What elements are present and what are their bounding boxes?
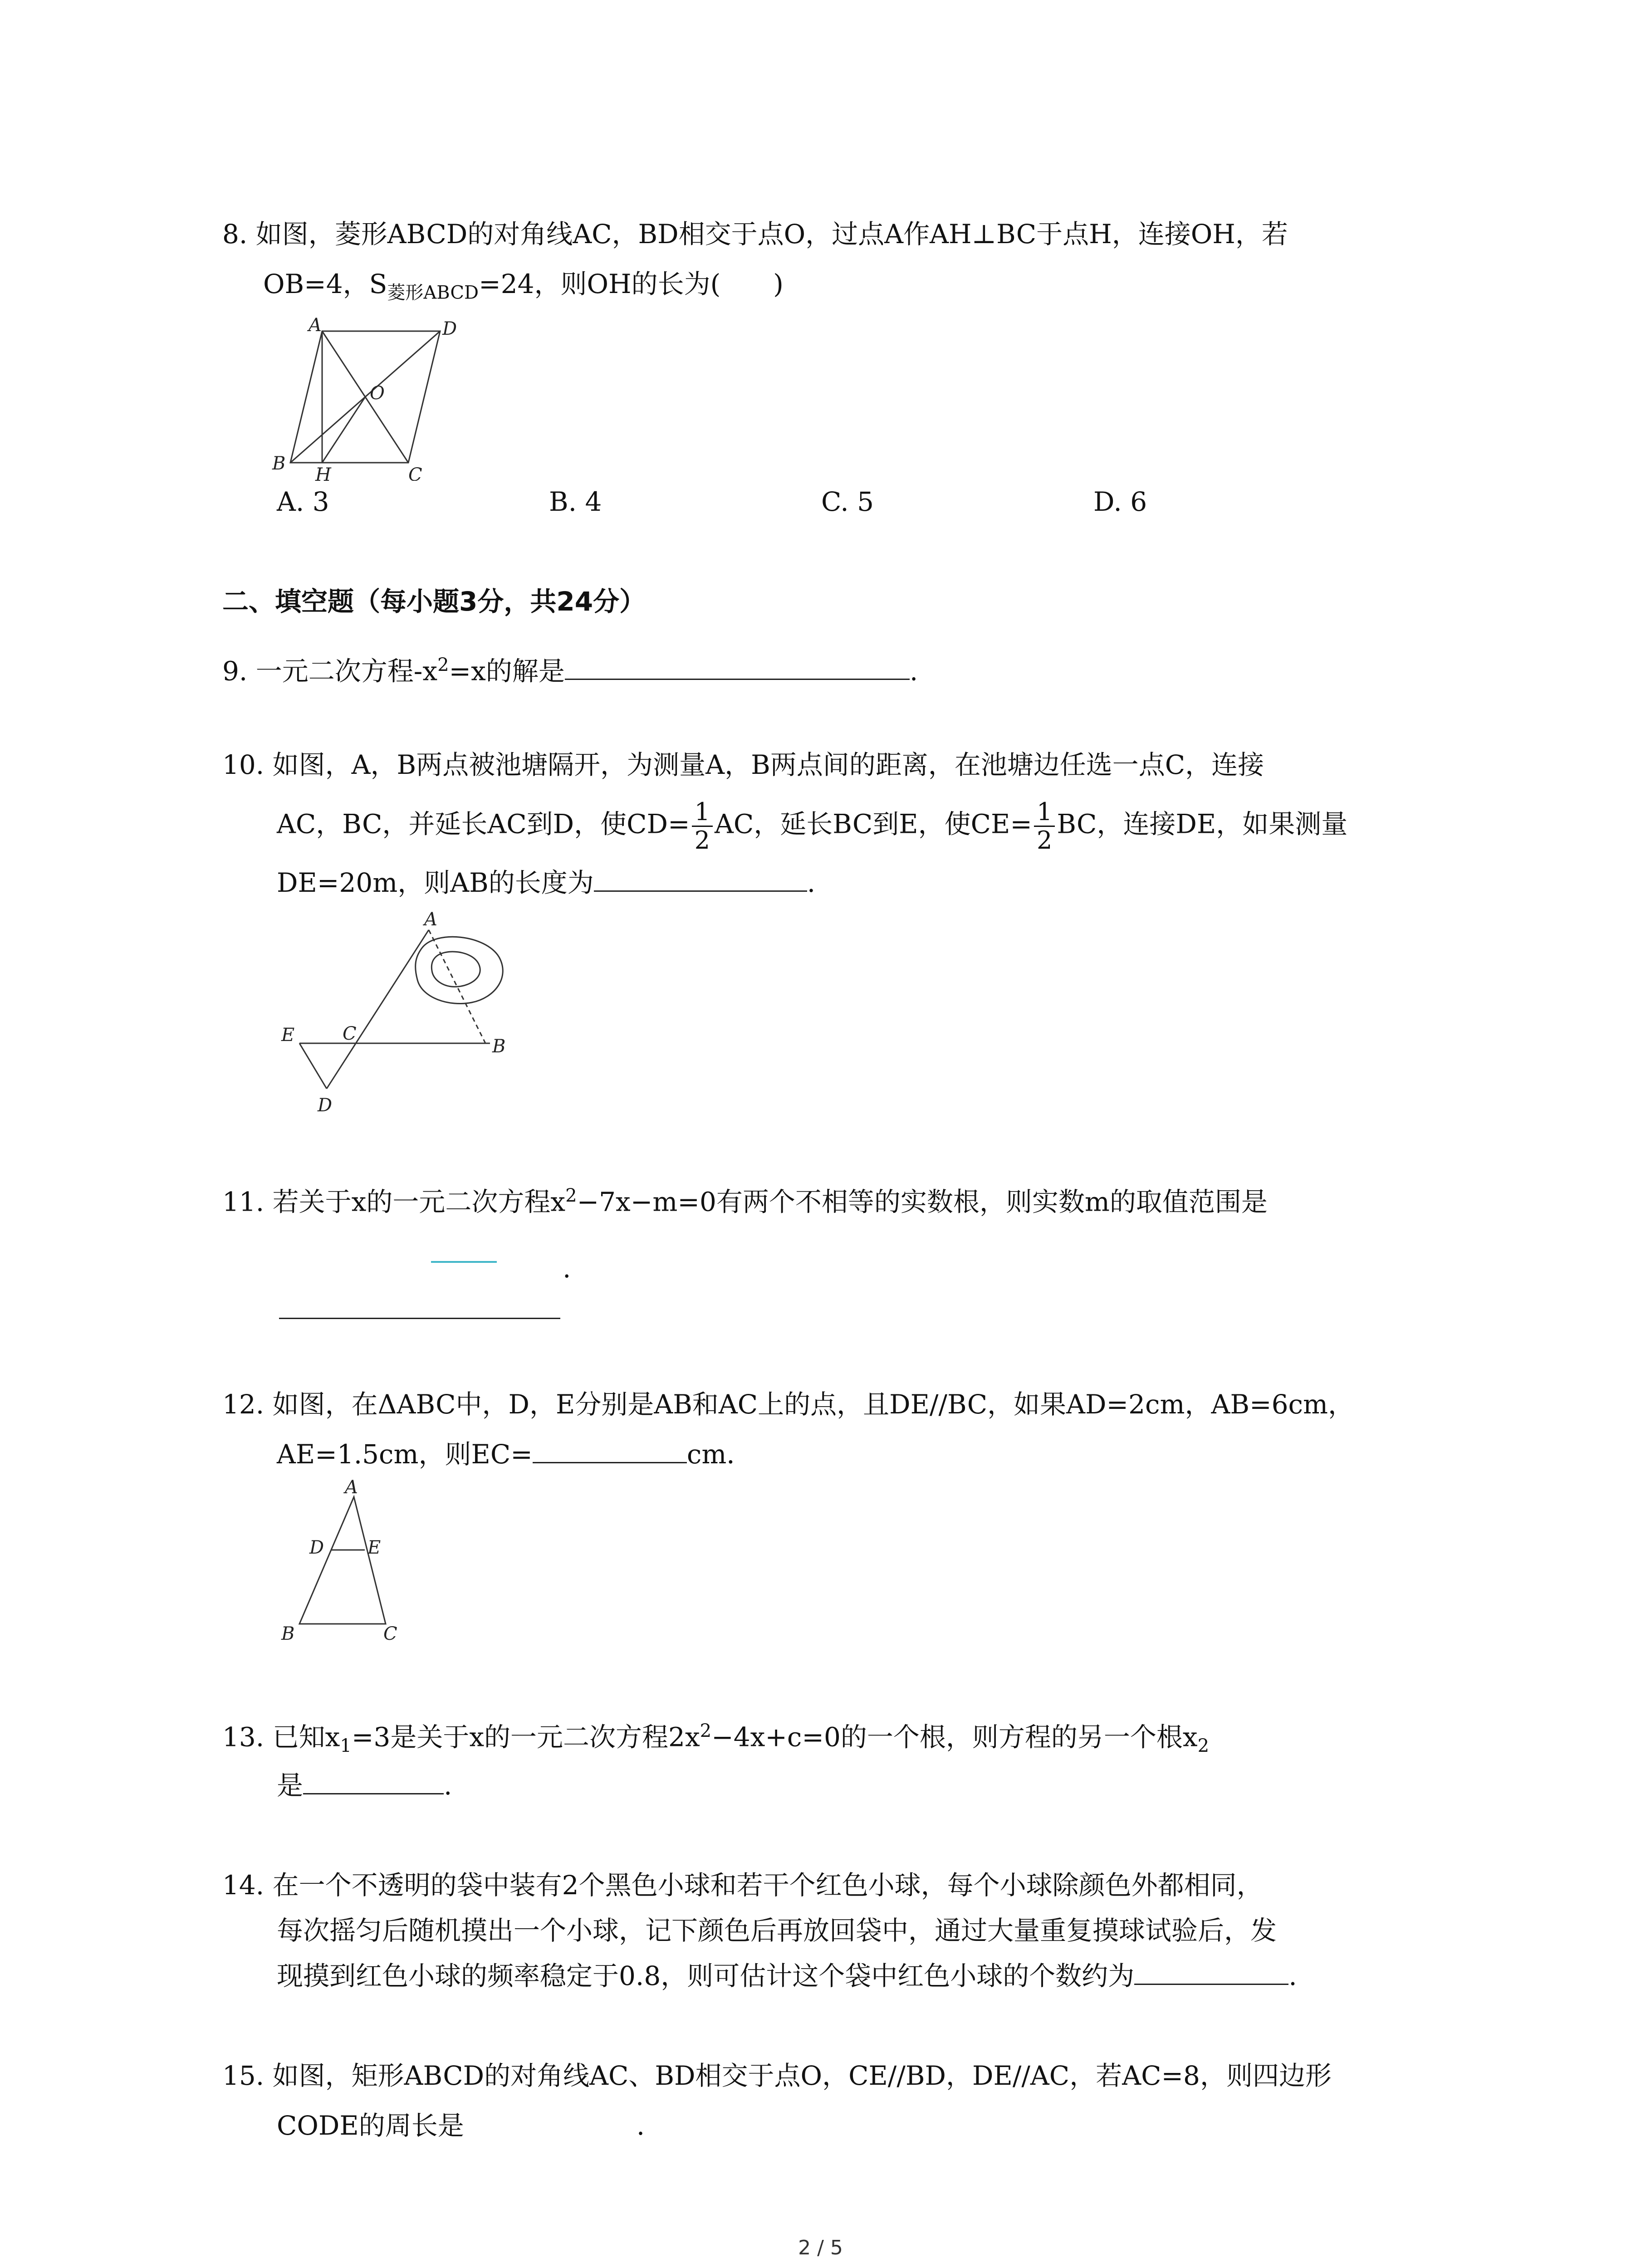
q10-label-D: D (318, 1095, 333, 1116)
q8-option-d[interactable]: D. 6 (1093, 486, 1147, 517)
q10-answer-blank[interactable] (594, 867, 807, 892)
q14-line2: 每次摇匀后随机摸出一个小球，记下颜色后再放回袋中，通过大量重复摸球试验后，发 (277, 1915, 1277, 1946)
q8-option-b[interactable]: B. 4 (549, 486, 602, 517)
q11-line1 (222, 1179, 1268, 1218)
q11-answer-blank[interactable] (279, 1318, 560, 1319)
q10-frac-2 (1034, 798, 1055, 854)
q10-frac2-num: 1 (1034, 798, 1055, 827)
q13-end: . (444, 1770, 452, 1801)
q10-frac1-num: 1 (692, 798, 713, 827)
q8-line1: 8. 如图，菱形ABCD的对角线AC，BD相交于点O，过点A作AH⊥BC于点H，连接OH，若 (222, 219, 1288, 249)
q10-frac2-den: 2 (1036, 826, 1053, 855)
q8-label-D: D (442, 318, 457, 339)
q13-line2 (277, 1769, 452, 1802)
q8-label-B: B (272, 453, 286, 474)
q10-label-E: E (281, 1025, 295, 1046)
section-title: 二、填空题（每小题3分，共24分） (222, 586, 646, 617)
q14-line1: 14. 在一个不透明的袋中装有2个黑色小球和若干个红色小球，每个小球除颜色外都相同， (222, 1870, 1263, 1901)
q9-end: . (909, 655, 918, 687)
q13-sub1: 1 (340, 1735, 352, 1756)
q9-sup: 2 (437, 655, 449, 675)
q11-sup: 2 (565, 1185, 577, 1206)
q13-line1 (222, 1715, 1209, 1762)
q13-answer-blank[interactable] (303, 1769, 444, 1794)
q10-line3-text: DE=20m，则AB的长度为 (277, 867, 594, 898)
q12-line2a: AE=1.5cm，则EC= (277, 1439, 533, 1470)
q10-line3 (277, 866, 815, 899)
q8-label-H: H (315, 464, 331, 481)
q11-text-b: −7x−m=0有两个不相等的实数根，则实数m的取值范围是 (577, 1186, 1268, 1217)
q13-text-a: 13. 已知x (222, 1721, 340, 1753)
q13-text-b: =3是关于x的一元二次方程2x (351, 1721, 700, 1753)
q10-frac-1 (692, 798, 713, 854)
q13-sub2: 2 (1197, 1735, 1210, 1756)
q12-line1: 12. 如图，在ΔABC中，D，E分别是AB和AC上的点，且DE//BC，如果AD=2cm，AB=6cm， (222, 1389, 1354, 1420)
page-number: 2 / 5 (798, 2236, 843, 2259)
q10-line2c: BC，连接DE，如果测量 (1057, 808, 1348, 840)
q11-dot: . (563, 1253, 571, 1284)
q8-option-c[interactable]: C. 5 (821, 486, 874, 517)
q14-line3 (277, 1960, 1297, 1992)
q9-line (222, 649, 918, 687)
q15-line2-text: CODE的周长是 (277, 2110, 464, 2141)
q12-triangle-figure (272, 1479, 417, 1647)
q8-option-a[interactable]: A. 3 (277, 486, 329, 517)
q12-label-E: E (367, 1537, 381, 1558)
q13-sup: 2 (700, 1721, 712, 1741)
q8-line2a: OB=4，S (263, 269, 387, 299)
q14-answer-blank[interactable] (1134, 1960, 1288, 1985)
q8-sub: 菱形ABCD (387, 282, 479, 303)
q12-label-A: A (345, 1479, 358, 1498)
q12-label-B: B (281, 1623, 295, 1644)
q15-end: . (636, 2110, 645, 2141)
q13-text-c: −4x+c=0的一个根，则方程的另一个根x (711, 1721, 1198, 1753)
q14-end: . (1288, 1960, 1297, 1991)
q10-end: . (807, 867, 816, 898)
q8-label-O: O (370, 383, 385, 404)
q9-text-b: =x的解是 (449, 655, 565, 687)
q10-pond-figure (272, 907, 554, 1120)
q10-label-A: A (424, 909, 437, 930)
q9-text-a: 9. 一元二次方程-x (222, 655, 438, 687)
q10-frac1-den: 2 (694, 826, 710, 855)
q12-line2b: cm． (686, 1439, 753, 1470)
q8-label-A: A (309, 315, 322, 336)
q14-line3-text: 现摸到红色小球的频率稳定于0.8，则可估计这个袋中红色小球的个数约为 (277, 1960, 1135, 1991)
q10-line2 (277, 798, 1347, 854)
q13-line2-text: 是 (277, 1770, 304, 1801)
q11-text-a: 11. 若关于x的一元二次方程x (222, 1186, 566, 1217)
q10-label-C: C (343, 1023, 357, 1044)
q15-line1: 15. 如图，矩形ABCD的对角线AC、BD相交于点O，CE//BD，DE//AC，若AC=8，则四边形 (222, 2060, 1332, 2091)
q12-label-D: D (309, 1537, 324, 1558)
q10-label-B: B (492, 1036, 506, 1057)
q10-line1: 10. 如图，A，B两点被池塘隔开，为测量A，B两点间的距离，在池塘边任选一点C，连接 (222, 749, 1264, 780)
q8-line2 (263, 268, 784, 309)
q11-link-underline[interactable] (431, 1261, 497, 1263)
q9-answer-blank[interactable] (565, 655, 910, 680)
q10-line2b: AC，延长BC到E，使CE= (714, 808, 1032, 840)
q10-line2a: AC，BC，并延长AC到D，使CD= (277, 808, 690, 840)
q12-label-C: C (383, 1623, 397, 1644)
q12-line2 (277, 1438, 753, 1471)
q8-label-C: C (408, 464, 422, 481)
q12-answer-blank[interactable] (533, 1438, 687, 1463)
q8-rhombus-figure (263, 313, 472, 481)
q15-line2 (277, 2109, 645, 2142)
q8-line2b: =24，则OH的长为( ) (479, 269, 784, 299)
